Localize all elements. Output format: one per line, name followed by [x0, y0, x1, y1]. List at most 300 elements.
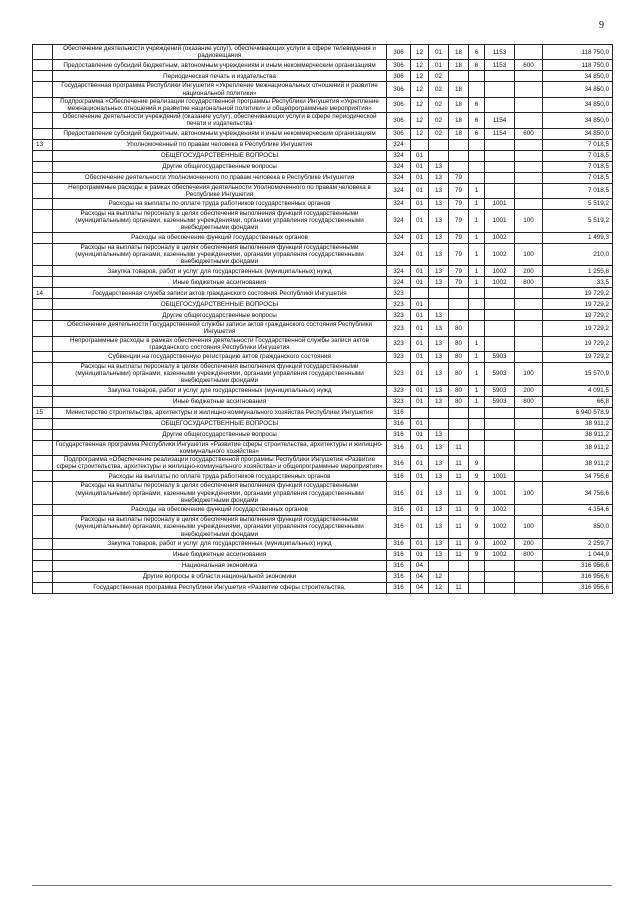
expense-type-code [515, 199, 543, 210]
direction-code: 1153 [485, 60, 515, 71]
amount: 19 729,2 [543, 310, 613, 321]
section-code: 01 [411, 418, 429, 429]
direction-code: 1001 [485, 482, 515, 505]
expense-name: ОБЩЕГОСУДАРСТВЕННЫЕ ВОПРОСЫ [53, 150, 387, 161]
table-row [33, 396, 613, 407]
expense-name: Расходы на обеспечение функций государственных органов [53, 232, 387, 243]
table-row [33, 172, 613, 183]
row-number [33, 505, 53, 516]
row-number [33, 97, 53, 112]
ministry-code: 316 [387, 482, 411, 505]
table-row [33, 113, 613, 128]
section-code [411, 139, 429, 150]
table-row [33, 538, 613, 549]
expense-type-code [515, 288, 543, 299]
subprogram-code [469, 310, 485, 321]
subprogram-code [469, 288, 485, 299]
section-code: 01 [411, 456, 429, 471]
amount: 19 729,2 [543, 299, 613, 310]
amount: 1 255,8 [543, 266, 613, 277]
direction-code [485, 310, 515, 321]
expense-type-code: 800 [515, 549, 543, 560]
subprogram-code: 9 [469, 516, 485, 539]
section-code: 04 [411, 571, 429, 582]
table-row [33, 71, 613, 82]
program-code: 79 [449, 277, 469, 288]
ministry-code: 316 [387, 471, 411, 482]
subsection-code: 13 [429, 482, 449, 505]
ministry-code: 316 [387, 407, 411, 418]
row-number: 13 [33, 139, 53, 150]
table-row [33, 210, 613, 233]
expense-name: Государственная программа Республики Ингушетия «Развитие сферы строительства, архитектуры и жилищно-коммунального хозяйства» [53, 440, 387, 455]
direction-code: 1002 [485, 266, 515, 277]
subprogram-code: 6 [469, 128, 485, 139]
program-code [449, 418, 469, 429]
row-number [33, 210, 53, 233]
section-code: 01 [411, 538, 429, 549]
direction-code [485, 418, 515, 429]
subprogram-code: 9 [469, 471, 485, 482]
row-number [33, 482, 53, 505]
program-code: 79 [449, 232, 469, 243]
expense-name: Расходы на выплаты персоналу в целях обеспечения выполнения функций государственными (муниципальными) органами, казенными учреждениями, органами управления государственными внебюджетными фондами [53, 363, 387, 386]
expense-name: Расходы на выплаты персоналу в целях обеспечения выполнения функций государственными (муниципальными) органами, казенными учреждениями, органами управления государственными внебюджетными фондами [53, 243, 387, 266]
subsection-code: 13 [429, 183, 449, 198]
direction-code [485, 139, 515, 150]
ministry-code: 324 [387, 172, 411, 183]
row-number [33, 82, 53, 97]
row-number [33, 471, 53, 482]
program-code: 11 [449, 538, 469, 549]
table-row [33, 288, 613, 299]
row-number [33, 456, 53, 471]
program-code [449, 288, 469, 299]
expense-type-code: 800 [515, 277, 543, 288]
direction-code [485, 456, 515, 471]
subsection-code: 02 [429, 128, 449, 139]
table-row [33, 418, 613, 429]
expense-name: Предоставление субсидий бюджетным, автономным учреждениям и иным некоммерческим организациям [53, 128, 387, 139]
program-code [449, 161, 469, 172]
program-code: 11 [449, 471, 469, 482]
subprogram-code: 1 [469, 199, 485, 210]
ministry-code: 306 [387, 113, 411, 128]
program-code: 79 [449, 183, 469, 198]
row-number: 15 [33, 407, 53, 418]
direction-code [485, 582, 515, 593]
table-row [33, 161, 613, 172]
program-code: 18 [449, 113, 469, 128]
expense-name: Закупка товаров, работ и услуг для государственных (муниципальных) нужд [53, 385, 387, 396]
direction-code [485, 82, 515, 97]
row-number [33, 336, 53, 351]
amount: 7 018,5 [543, 161, 613, 172]
table-row [33, 385, 613, 396]
subprogram-code: 1 [469, 352, 485, 363]
program-code: 11 [449, 516, 469, 539]
subprogram-code: 1 [469, 385, 485, 396]
direction-code: 1002 [485, 243, 515, 266]
amount: 34 850,0 [543, 97, 613, 112]
expense-name: Уполномоченный по правам человека в Республике Ингушетия [53, 139, 387, 150]
expense-type-code [515, 310, 543, 321]
expense-name: Обеспечение деятельности Уполномоченного по правам человека в Республике Ингушетия [53, 172, 387, 183]
amount: 118 750,0 [543, 45, 613, 60]
subprogram-code [469, 172, 485, 183]
section-code: 01 [411, 277, 429, 288]
section-code: 01 [411, 161, 429, 172]
row-number [33, 418, 53, 429]
expense-name: Государственная программа Республики Ингушетия «Развитие сферы строительства, [53, 582, 387, 593]
subprogram-code: 1 [469, 210, 485, 233]
subprogram-code: 1 [469, 232, 485, 243]
amount: 5 519,2 [543, 199, 613, 210]
section-code: 01 [411, 199, 429, 210]
section-code: 12 [411, 60, 429, 71]
expense-type-code: 600 [515, 128, 543, 139]
expense-type-code [515, 429, 543, 440]
direction-code: 1002 [485, 549, 515, 560]
expense-type-code [515, 418, 543, 429]
program-code: 11 [449, 549, 469, 560]
program-code: 79 [449, 266, 469, 277]
section-code: 01 [411, 352, 429, 363]
expense-type-code: 100 [515, 363, 543, 386]
expense-type-code [515, 232, 543, 243]
subsection-code [429, 288, 449, 299]
section-code: 01 [411, 363, 429, 386]
amount: 34 850,0 [543, 71, 613, 82]
program-code: 18 [449, 97, 469, 112]
amount: 19 729,2 [543, 321, 613, 336]
expense-type-code [515, 183, 543, 198]
expense-name: Иные бюджетные ассигнования [53, 396, 387, 407]
row-number [33, 516, 53, 539]
program-code: 18 [449, 45, 469, 60]
ministry-code: 323 [387, 363, 411, 386]
amount: 66,8 [543, 396, 613, 407]
direction-code [485, 429, 515, 440]
subsection-code: 13 [429, 471, 449, 482]
program-code: 79 [449, 210, 469, 233]
row-number [33, 352, 53, 363]
row-number [33, 232, 53, 243]
expense-name: Непрограммные расходы в рамках обеспечения деятельности Государственной службы записи актов гражданского состояния Республики Ингушетия [53, 336, 387, 351]
subprogram-code: 6 [469, 60, 485, 71]
expense-name: Национальная экономика [53, 560, 387, 571]
row-number [33, 582, 53, 593]
ministry-code: 306 [387, 128, 411, 139]
subprogram-code [469, 71, 485, 82]
expense-type-code [515, 82, 543, 97]
expense-type-code [515, 321, 543, 336]
section-code [411, 407, 429, 418]
program-code: 11 [449, 456, 469, 471]
row-number [33, 277, 53, 288]
expense-type-code [515, 97, 543, 112]
subprogram-code: 1 [469, 183, 485, 198]
section-code: 01 [411, 471, 429, 482]
expense-type-code: 200 [515, 385, 543, 396]
subsection-code [429, 407, 449, 418]
section-code: 01 [411, 232, 429, 243]
row-number [33, 199, 53, 210]
amount: 1 499,3 [543, 232, 613, 243]
subprogram-code: 1 [469, 336, 485, 351]
ministry-code: 323 [387, 288, 411, 299]
direction-code [485, 288, 515, 299]
row-number [33, 150, 53, 161]
row-number [33, 183, 53, 198]
table-row [33, 336, 613, 351]
table-row [33, 310, 613, 321]
table-row [33, 571, 613, 582]
direction-code [485, 336, 515, 351]
direction-code [485, 407, 515, 418]
row-number [33, 396, 53, 407]
ministry-code: 316 [387, 549, 411, 560]
subprogram-code [469, 407, 485, 418]
subprogram-code [469, 82, 485, 97]
ministry-code: 324 [387, 277, 411, 288]
table-row [33, 582, 613, 593]
amount: 316 956,6 [543, 582, 613, 593]
expense-type-code [515, 45, 543, 60]
expense-type-code [515, 456, 543, 471]
subsection-code: 13 [429, 385, 449, 396]
expense-name: Расходы на обеспечение функций государственных органов [53, 505, 387, 516]
subsection-code [429, 560, 449, 571]
direction-code [485, 150, 515, 161]
program-code: 79 [449, 243, 469, 266]
subsection-code: 01 [429, 45, 449, 60]
expense-name: Другие общегосударственные вопросы [53, 310, 387, 321]
program-code: 11 [449, 505, 469, 516]
expense-name: Иные бюджетные ассигнования [53, 549, 387, 560]
program-code: 18 [449, 128, 469, 139]
direction-code: 1001 [485, 471, 515, 482]
subsection-code: 13 [429, 266, 449, 277]
expense-name: ОБЩЕГОСУДАРСТВЕННЫЕ ВОПРОСЫ [53, 418, 387, 429]
ministry-code: 316 [387, 582, 411, 593]
subsection-code: 13 [429, 429, 449, 440]
budget-table-container [32, 44, 612, 594]
direction-code: 1002 [485, 277, 515, 288]
expense-name: Расходы на выплаты по оплате труда работников государственных органов [53, 471, 387, 482]
subsection-code: 13 [429, 549, 449, 560]
program-code: 18 [449, 60, 469, 71]
amount: 7 018,5 [543, 150, 613, 161]
subprogram-code: 9 [469, 505, 485, 516]
expense-name: Закупка товаров, работ и услуг для государственных (муниципальных) нужд [53, 266, 387, 277]
row-number [33, 560, 53, 571]
amount: 34 850,0 [543, 128, 613, 139]
expense-type-code [515, 571, 543, 582]
section-code: 01 [411, 516, 429, 539]
budget-table [32, 44, 613, 594]
amount: 34 756,6 [543, 482, 613, 505]
program-code [449, 71, 469, 82]
section-code: 01 [411, 385, 429, 396]
program-code: 80 [449, 352, 469, 363]
subprogram-code: 1 [469, 266, 485, 277]
expense-name: Периодическая печать и издательства [53, 71, 387, 82]
expense-name: Закупка товаров, работ и услуг для государственных (муниципальных) нужд [53, 538, 387, 549]
program-code: 80 [449, 363, 469, 386]
row-number [33, 538, 53, 549]
section-code: 01 [411, 549, 429, 560]
subsection-code: 13 [429, 277, 449, 288]
amount: 118 750,0 [543, 60, 613, 71]
direction-code: 1154 [485, 113, 515, 128]
subsection-code [429, 299, 449, 310]
section-code: 12 [411, 82, 429, 97]
amount: 6 940 578,9 [543, 407, 613, 418]
amount: 38 911,2 [543, 429, 613, 440]
expense-name: Предоставление субсидий бюджетным, автономным учреждениям и иным некоммерческим организациям [53, 60, 387, 71]
direction-code: 1001 [485, 210, 515, 233]
expense-type-code [515, 161, 543, 172]
program-code: 11 [449, 482, 469, 505]
table-row [33, 45, 613, 60]
table-row [33, 363, 613, 386]
program-code: 79 [449, 199, 469, 210]
subprogram-code [469, 582, 485, 593]
ministry-code: 323 [387, 310, 411, 321]
amount: 4 091,5 [543, 385, 613, 396]
program-code [449, 429, 469, 440]
ministry-code: 316 [387, 516, 411, 539]
amount: 7 018,5 [543, 172, 613, 183]
amount: 316 956,6 [543, 560, 613, 571]
row-number [33, 172, 53, 183]
ministry-code: 324 [387, 210, 411, 233]
section-code: 12 [411, 128, 429, 139]
amount: 38 911,2 [543, 418, 613, 429]
row-number [33, 385, 53, 396]
program-code [449, 150, 469, 161]
program-code: 80 [449, 321, 469, 336]
amount: 210,0 [543, 243, 613, 266]
expense-name: Непрограммные расходы в рамках обеспечения деятельности Уполномоченного по правам человека в Республике Ингушетия [53, 183, 387, 198]
section-code: 01 [411, 321, 429, 336]
subsection-code: 02 [429, 82, 449, 97]
section-code: 01 [411, 336, 429, 351]
expense-type-code [515, 407, 543, 418]
subprogram-code [469, 321, 485, 336]
amount: 38 911,2 [543, 456, 613, 471]
subprogram-code [469, 161, 485, 172]
amount: 2 259,7 [543, 538, 613, 549]
row-number [33, 161, 53, 172]
amount: 33,5 [543, 277, 613, 288]
ministry-code: 324 [387, 161, 411, 172]
table-row [33, 199, 613, 210]
table-row [33, 352, 613, 363]
section-code: 01 [411, 183, 429, 198]
expense-name: Обеспечение деятельности учреждений (оказание услуг), обеспечивающих услуги в сфере периодической печати и издательства [53, 113, 387, 128]
section-code [411, 288, 429, 299]
program-code [449, 299, 469, 310]
ministry-code: 324 [387, 266, 411, 277]
subsection-code: 13 [429, 516, 449, 539]
row-number [33, 113, 53, 128]
section-code: 04 [411, 560, 429, 571]
expense-type-code [515, 172, 543, 183]
direction-code: 1001 [485, 199, 515, 210]
ministry-code: 324 [387, 150, 411, 161]
section-code: 01 [411, 310, 429, 321]
row-number [33, 299, 53, 310]
expense-type-code [515, 440, 543, 455]
table-body [33, 45, 613, 594]
expense-type-code: 200 [515, 266, 543, 277]
expense-type-code: 100 [515, 210, 543, 233]
section-code: 12 [411, 71, 429, 82]
subsection-code: 13 [429, 172, 449, 183]
ministry-code: 306 [387, 71, 411, 82]
direction-code: 1002 [485, 538, 515, 549]
subsection-code: 13 [429, 505, 449, 516]
expense-name: Расходы на выплаты персоналу в целях обеспечения выполнения функций государственными (муниципальными) органами, казенными учреждениями, органами управления государственными внебюджетными фондами [53, 210, 387, 233]
expense-type-code: 100 [515, 482, 543, 505]
table-row [33, 321, 613, 336]
subsection-code: 13 [429, 456, 449, 471]
program-code [449, 571, 469, 582]
section-code: 01 [411, 429, 429, 440]
ministry-code: 316 [387, 418, 411, 429]
program-code [449, 560, 469, 571]
subsection-code: 13 [429, 396, 449, 407]
expense-type-code: 600 [515, 60, 543, 71]
table-row [33, 560, 613, 571]
subprogram-code: 9 [469, 549, 485, 560]
subprogram-code [469, 440, 485, 455]
subprogram-code [469, 150, 485, 161]
subsection-code: 01 [429, 60, 449, 71]
expense-name: Иные бюджетные ассигнования [53, 277, 387, 288]
subprogram-code: 9 [469, 538, 485, 549]
subsection-code: 02 [429, 113, 449, 128]
subsection-code: 13 [429, 199, 449, 210]
subsection-code: 13 [429, 363, 449, 386]
table-row [33, 277, 613, 288]
direction-code: 1002 [485, 232, 515, 243]
table-row [33, 456, 613, 471]
direction-code: 5903 [485, 396, 515, 407]
amount: 7 018,5 [543, 183, 613, 198]
subsection-code: 13 [429, 538, 449, 549]
section-code: 01 [411, 440, 429, 455]
ministry-code: 323 [387, 385, 411, 396]
subsection-code: 13 [429, 352, 449, 363]
subsection-code [429, 150, 449, 161]
expense-type-code [515, 505, 543, 516]
subprogram-code [469, 429, 485, 440]
expense-name: Субвенции на государственную регистрацию актов гражданского состояния [53, 352, 387, 363]
subprogram-code: 6 [469, 113, 485, 128]
row-number [33, 128, 53, 139]
subsection-code: 12 [429, 582, 449, 593]
direction-code [485, 172, 515, 183]
table-row [33, 232, 613, 243]
table-row [33, 243, 613, 266]
subprogram-code [469, 571, 485, 582]
ministry-code: 316 [387, 440, 411, 455]
row-number [33, 429, 53, 440]
subsection-code [429, 139, 449, 150]
